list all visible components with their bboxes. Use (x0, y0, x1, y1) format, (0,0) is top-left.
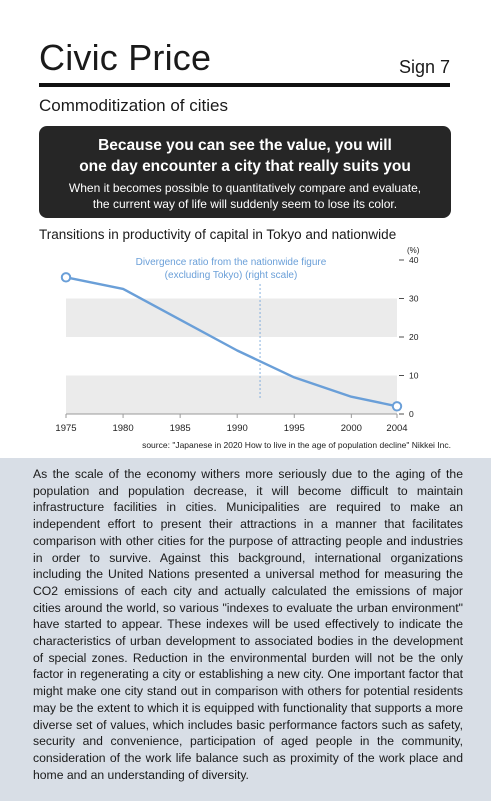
series-point (393, 402, 401, 410)
x-tick-label: 1985 (169, 423, 191, 434)
callout-text-1: When it becomes possible to quantitatively compare and evaluate, (68, 181, 422, 195)
y-tick-labels (399, 255, 419, 419)
body-panel (0, 458, 491, 801)
x-tick-labels (55, 423, 407, 434)
x-tick-label: 2000 (340, 423, 362, 434)
series-point (62, 273, 70, 281)
x-tick-label: 2004 (386, 423, 408, 434)
y-tick-label: 30 (409, 293, 419, 304)
chart-band (66, 299, 397, 338)
chart-source: source: "Japanese in 2020 How to live in the age of population decline" Nikkei Inc. (142, 440, 451, 450)
callout-headline-1: Because you can see the value, you will (98, 137, 392, 154)
annotation-line-2: (excluding Tokyo) (right scale) (164, 270, 298, 281)
x-tick-label: 1975 (55, 423, 77, 434)
section-subtitle: Commoditization of cities (39, 96, 228, 115)
x-tick-label: 1995 (283, 423, 305, 434)
sign-number: Sign 7 (398, 57, 450, 77)
x-tick-label: 1980 (112, 423, 134, 434)
callout-headline-2: one day encounter a city that really suits you (79, 158, 411, 175)
page-title: Civic Price (39, 37, 212, 78)
chart-gridlines (66, 414, 397, 418)
body-text: As the scale of the economy withers more seriously due to the aging of the population and population decrease, it will become difficult to maintain infrastructure facilities in cities. Municipalities are required to make an independent effort to present their attractions in a manner that facilitates comparison with other cities for the purpose of attracting people and industries in order to survive. Against this background, international organizations including the United Nations presented a universal method for measuring the CO2 emissions of each city and actually calculated the emissions of major cities around the world, so various "indexes to evaluate the urban environment" have started to appear. These indexes will be used effectively to indicate the characteristics of urban development to associated bodies in the development of special zones. Reduction in the environmental burden will not be the only factor in regenerating a city or establishing a new city. One important factor that might make one city stand out in comparison with others for potential residents may be the extent to which it is equipped with functionality that supports a more diverse set of values, which includes basic performance factors such as safety, security and convenience, participation of aged people in the community, consideration of the work life balance such as proximity of the work place and home and an understanding of diversity. (33, 467, 463, 782)
line-chart (0, 246, 491, 458)
callout-box (39, 126, 451, 218)
title-divider (39, 83, 450, 87)
y-tick-label: 0 (409, 409, 414, 419)
chart-title: Transitions in productivity of capital in Tokyo and nationwide (39, 227, 397, 242)
callout-text-2: the current way of life will suddenly seem to lose its color. (92, 197, 398, 211)
y-tick-label: 10 (409, 370, 419, 381)
y-tick-label: 40 (409, 255, 419, 265)
y-tick-label: 20 (409, 332, 419, 342)
x-tick-label: 1990 (226, 423, 248, 434)
chart-bands (66, 299, 397, 415)
y-unit-label: (%) (407, 246, 420, 255)
annotation-line-1: Divergence ratio from the nationwide figure (135, 257, 327, 268)
